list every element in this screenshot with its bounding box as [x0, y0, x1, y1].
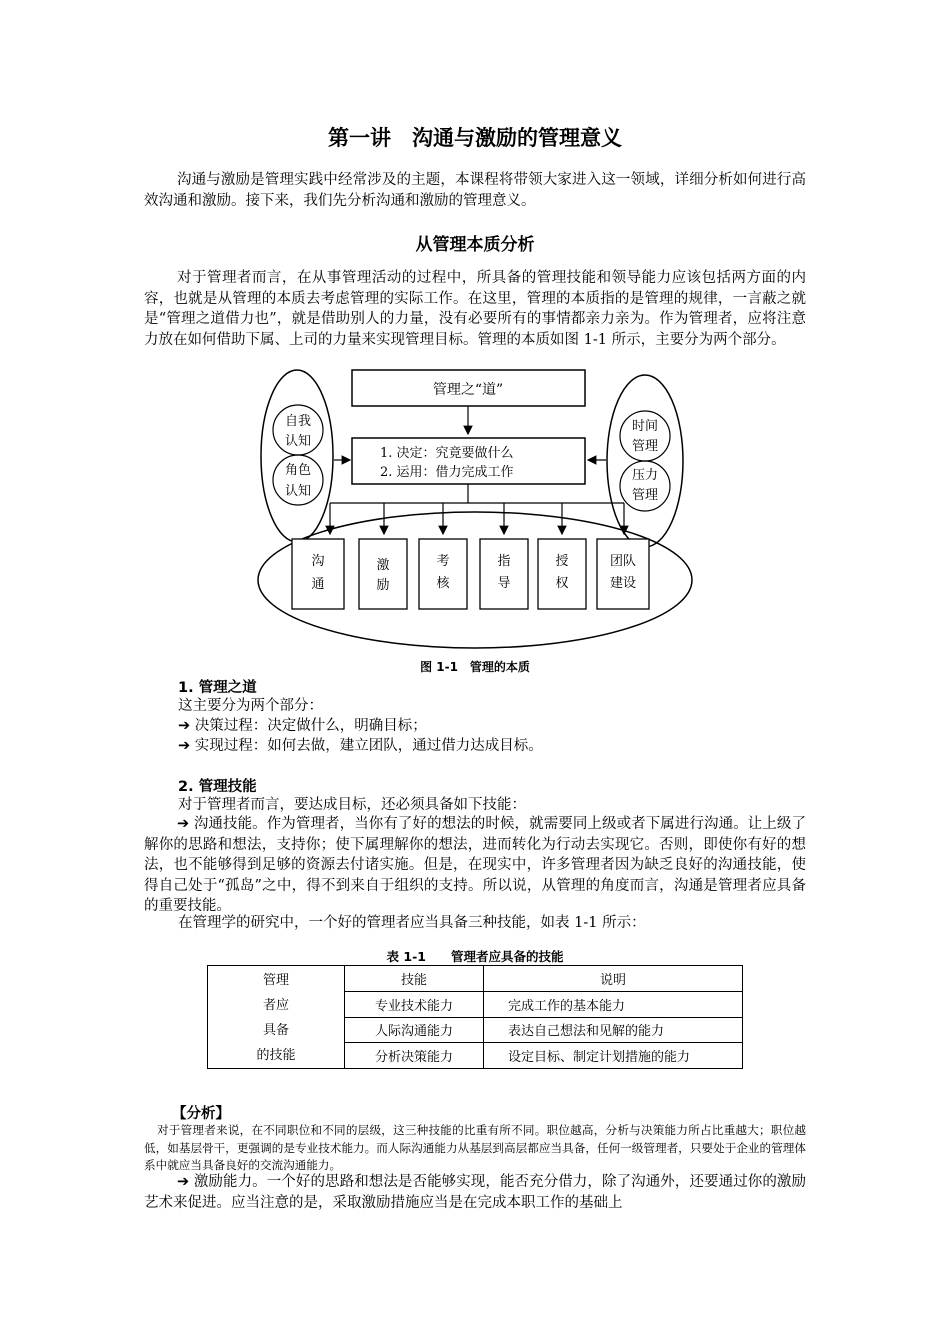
arrow-icon: ➔ [178, 718, 191, 734]
left-bottom-line1: 角色 [284, 463, 312, 478]
top-box-label: 管理之“道” [432, 382, 504, 398]
table-header-skill: 技能 [345, 966, 484, 992]
right-bottom-line1: 压力 [631, 468, 659, 483]
table-row: 分析决策能力 设定目标、制定计划措施的能力 [208, 1043, 743, 1069]
right-top-line1: 时间 [631, 419, 659, 434]
left-top-line2: 认知 [284, 434, 312, 449]
box-zhidao-2: 导 [497, 576, 511, 591]
middle-line-2: 2. 运用：借力完成工作 [380, 465, 514, 480]
box-shouquan-2: 权 [555, 576, 569, 591]
intro-paragraph: 沟通与激励是管理实践中经常涉及的主题，本课程将带领大家进入这一领域，详细分析如何进行高效沟通和激励。接下来，我们先分析沟通和激励的管理意义。 [144, 172, 806, 209]
section-heading: 从管理本质分析 [415, 235, 535, 255]
left-top-line1: 自我 [284, 414, 312, 429]
right-bottom-line2: 管理 [631, 488, 659, 503]
arrow-icon: ➔ [177, 1174, 190, 1190]
part2-intro: 对于管理者而言，要达成目标，还必须具备如下技能： [178, 797, 526, 813]
arrow-icon: ➔ [177, 816, 190, 832]
analysis-paragraph: 对于管理者来说，在不同职位和不同的层级，这三种技能的比重有所不同。职位越高，分析与决策能力所占比重越大；职位越低，如基层骨干，更强调的是专业技术能力。而人际沟通能力从基层到高层都应当具备，任何一级管理者，只要处于企业的管理体系中就应当具备良好的交流沟通能力。 [144, 1123, 806, 1172]
table-side-label: 管理 者应 具备 的技能 [208, 966, 345, 1069]
box-kaohe-2: 核 [436, 576, 450, 591]
table-row: 专业技术能力 完成工作的基本能力 [208, 991, 743, 1017]
box-goutong-2: 通 [311, 577, 325, 592]
box-kaohe-1: 考 [436, 554, 450, 569]
part2-heading: 2. 管理技能 [178, 779, 257, 795]
management-essence-diagram [0, 362, 950, 662]
analysis-heading: 【分析】 [172, 1106, 230, 1122]
box-shouquan-1: 授 [555, 554, 569, 569]
part1-bullet-2: ➔ 实现过程：如何去做，建立团队，通过借力达成目标。 [178, 738, 543, 754]
box-zhidao-1: 指 [497, 554, 511, 569]
box-goutong-1: 沟 [311, 554, 325, 569]
section-paragraph: 对于管理者而言，在从事管理活动的过程中，所具备的管理技能和领导能力应该包括两方面的内容，也就是从管理的本质去考虑管理的实际工作。在这里，管理的本质指的是管理的规律，一言蔽之就是“管理之道借力也”，就是借助别人的力量，没有必要所有的事情都亲力亲为。作为管理者，应将注意力放在如何借助下属、上司的力量来实现管理目标。管理的本质如图 1-1 所示，主要分为两个部分。 [144, 270, 806, 348]
skills-table [207, 965, 743, 1069]
right-top-line2: 管理 [631, 439, 659, 454]
box-jili-1: 激 [376, 558, 390, 573]
box-tuandui-1: 团队 [609, 554, 637, 569]
box-jili-2: 励 [376, 578, 390, 593]
final-paragraph: ➔ 激励能力。一个好的思路和想法是否能够实现，能否充分借力，除了沟通外，还要通过你的激励艺术来促进。应当注意的是，采取激励措施应当是在完成本职工作的基础上 [144, 1174, 806, 1211]
arrow-icon: ➔ [178, 738, 191, 754]
table-row: 人际沟通能力 表达自己想法和见解的能力 [208, 1017, 743, 1043]
part2-paragraph: ➔ 沟通技能。作为管理者，当你有了好的想法的时候，就需要同上级或者下属进行沟通。让上级了解你的思路和想法，支持你；使下属理解你的想法，进而转化为行动去实现它。否则，即使你有好的想法，也不能够得到足够的资源去付诸实施。但是，在现实中，许多管理者因为缺乏良好的沟通技能，使得自己处于“孤岛”之中，得不到来自于组织的支持。所以说，从管理的角度而言，沟通是管理者应具备的重要技能。 [144, 816, 806, 914]
middle-line-1: 1. 决定：究竟要做什么 [380, 446, 514, 461]
left-bottom-line2: 认知 [284, 484, 312, 499]
page-title: 第一讲 沟通与激励的管理意义 [328, 126, 622, 150]
part1-bullet-1: ➔ 决策过程：决定做什么，明确目标； [178, 718, 427, 734]
part1-intro: 这主要分为两个部分： [178, 698, 323, 714]
part2-after: 在管理学的研究中，一个好的管理者应当具备三种技能，如表 1-1 所示： [178, 915, 646, 931]
table-header-desc: 说明 [484, 966, 743, 992]
box-tuandui-2: 建设 [609, 576, 637, 591]
left-oval [261, 370, 333, 542]
figure-caption: 图 1-1 管理的本质 [420, 660, 530, 674]
table-caption: 表 1-1 管理者应具备的技能 [386, 949, 564, 964]
part1-heading: 1. 管理之道 [178, 680, 257, 696]
